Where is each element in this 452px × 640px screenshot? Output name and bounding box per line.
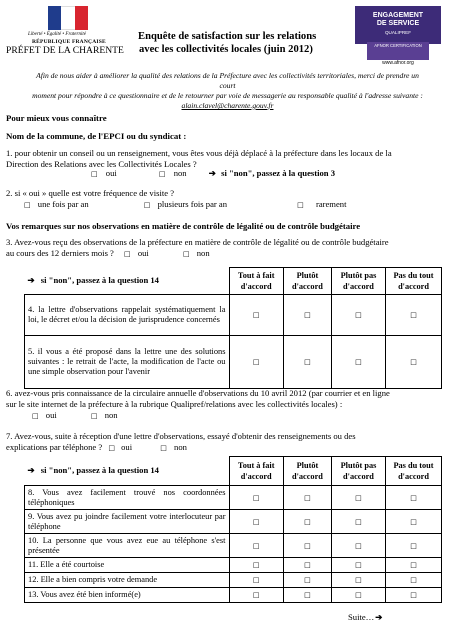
next-page-link[interactable]: Suite…➔ <box>348 612 383 622</box>
arrow-icon: ➔ <box>27 275 35 286</box>
question-1: 1. pour obtenir un conseil ou un renseignement, vous êtes vous déjà déplacé à la préfecture dans les locaux de la Direction des Relations avec les Collectivités Locales ? <box>6 148 392 169</box>
section-heading-know-you: Pour mieux vous connaître <box>6 113 107 123</box>
q9-checkbox-2[interactable]: □ <box>283 510 331 534</box>
q6-non-checkbox[interactable]: □ <box>90 412 98 420</box>
q9-checkbox-1[interactable]: □ <box>229 510 283 534</box>
question-2: 2. si « oui » quelle est votre fréquence de visite ? <box>6 188 175 198</box>
table-row <box>25 573 442 588</box>
q12-checkbox-4[interactable]: □ <box>386 573 442 588</box>
col-tout-a-fait: Tout à fait d'accord <box>229 268 283 295</box>
row-label: 4. la lettre d'observations rappelait systématiquement la loi, le décret et/ou la décision de jurisprudence concernés <box>25 295 230 336</box>
commune-name-question: Nom de la commune, de l'EPCI ou du syndicat : <box>6 131 187 141</box>
contact-email-link[interactable]: alain.clavel@charente.gouv.fr <box>181 101 274 110</box>
q13-checkbox-1[interactable]: □ <box>229 588 283 603</box>
col-plutot: Plutôt d'accord <box>283 268 331 295</box>
col-plutot-pas: Plutôt pas d'accord <box>331 268 385 295</box>
q13-checkbox-4[interactable]: □ <box>386 588 442 603</box>
q9-checkbox-3[interactable]: □ <box>331 510 385 534</box>
french-flag-icon <box>48 6 88 30</box>
table-row <box>25 510 442 534</box>
q3-oui-checkbox[interactable]: □ <box>124 250 131 258</box>
row-label: 13. Vous avez été bien informé(e) <box>25 588 230 603</box>
q8-checkbox-4[interactable]: □ <box>386 486 442 510</box>
q7-non-checkbox[interactable]: □ <box>160 444 167 452</box>
q2-several-checkbox[interactable]: □ <box>143 201 151 209</box>
q11-checkbox-3[interactable]: □ <box>331 558 385 573</box>
q13-checkbox-3[interactable]: □ <box>331 588 385 603</box>
arrow-icon: ➔ <box>375 612 383 622</box>
observations-table: ➔ si "non", passez à la question 14 Tout à fait d'accord Plutôt d'accord Plutôt pas d'accord Pas du tout d'accord 4. la lettre d'observations rappelait systématiquement la loi, le décret et/ou la décision de jurisprudence concernés □ □ □ □ 5. il vous a été proposé dans la lettre une des solutions suivantes : le retrait de l'acte, la modification de l'acte ou une simple observation pour l'avenir □ □ □ □ <box>24 267 442 389</box>
table-row <box>25 295 442 336</box>
arrow-icon: ➔ <box>27 465 35 476</box>
row-label: 11. Elle a été courtoise <box>25 558 230 573</box>
q10-checkbox-2[interactable]: □ <box>283 534 331 558</box>
section-heading-remarks: Vos remarques sur nos observations en matière de contrôle de légalité ou de contrôle budgétaire <box>6 221 361 231</box>
table-row <box>25 588 442 603</box>
q5-checkbox-4[interactable]: □ <box>386 336 442 389</box>
q5-checkbox-2[interactable]: □ <box>283 336 331 389</box>
q2-options: □ une fois par an □ plusieurs fois par an □ rarement <box>24 199 347 209</box>
q2-rarely-checkbox[interactable]: □ <box>297 201 304 209</box>
question-6: 6. avez-vous pris connaissance de la circulaire annuelle d'observations du 10 avril 2012 (par courrier et en ligne sur le site internet de la préfecture à la rubrique Qualipref/relations avec les collectivités locales) : □ oui □ non <box>6 388 390 420</box>
q4-checkbox-3[interactable]: □ <box>331 295 385 336</box>
q8-checkbox-1[interactable]: □ <box>229 486 283 510</box>
q5-checkbox-3[interactable]: □ <box>331 336 385 389</box>
question-3: 3. Avez-vous reçu des observations de la préfecture en matière de contrôle de légalité ou de contrôle budgétaire au cours des 12 derniers mois ? □ oui □ non <box>6 237 389 258</box>
row-label: 8. Vous avez facilement trouvé nos coordonnées téléphoniques <box>25 486 230 510</box>
intro-text: Afin de nous aider à améliorer la qualité des relations de la Préfecture avec les collectivités territoriales, merci de prendre un court moment pour répondre à ce questionnaire et de le retourner par voie de messagerie au responsable qualité à l'adresse suivante : alain.clavel@charente.gouv.fr <box>30 71 425 111</box>
arrow-icon: ➔ <box>208 168 216 178</box>
prefet-label: PRÉFET DE LA CHARENTE <box>6 45 124 56</box>
q3-non-checkbox[interactable]: □ <box>182 250 190 258</box>
qualipref-badge: ENGAGEMENT DE SERVICE QUALIPREF AFNOR CERTIFICATION www.afnor.org <box>355 6 441 68</box>
q1-non-checkbox[interactable]: □ <box>158 170 166 178</box>
telephone-table: ➔ si "non", passez à la question 14 Tout à fait d'accord Plutôt d'accord Plutôt pas d'accord Pas du tout d'accord 8. Vous avez facilement trouvé nos coordonnées téléphoniques □ □ □ □ 9. Vous avez pu joindre facilement votre interlocuteur par téléphone □ □ □ □ 10. La personne que vous avez eue au téléphone s'est présentée □ □ □ □ 11. Elle a été courtoise □ □ □ □ 12. Elle a bien compris votre demande □ □ □ □ 13. Vous avez été bien informé(e) □ □ □ □ <box>24 456 442 603</box>
col-plutot-pas: Plutôt pas d'accord <box>331 457 385 486</box>
q12-checkbox-2[interactable]: □ <box>283 573 331 588</box>
q12-checkbox-3[interactable]: □ <box>331 573 385 588</box>
q4-checkbox-4[interactable]: □ <box>386 295 442 336</box>
republic-motto: Liberté • Égalité • Fraternité <box>28 32 86 37</box>
row-label: 5. il vous a été proposé dans la lettre une des solutions suivantes : le retrait de l'acte, la modification de l'acte ou une simple observation pour l'avenir <box>25 336 230 389</box>
q6-oui-checkbox[interactable]: □ <box>32 412 39 420</box>
q11-checkbox-2[interactable]: □ <box>283 558 331 573</box>
question-7: 7. Avez-vous, suite à réception d'une lettre d'observations, essayé d'obtenir des renseignements ou des explications par téléphone ? □ oui □ non <box>6 431 356 452</box>
row-label: 10. La personne que vous avez eue au téléphone s'est présentée <box>25 534 230 558</box>
q10-checkbox-3[interactable]: □ <box>331 534 385 558</box>
q9-checkbox-4[interactable]: □ <box>386 510 442 534</box>
row-label: 9. Vous avez pu joindre facilement votre interlocuteur par téléphone <box>25 510 230 534</box>
table-row <box>25 558 442 573</box>
q8-checkbox-2[interactable]: □ <box>283 486 331 510</box>
q4-checkbox-1[interactable]: □ <box>229 295 283 336</box>
republic-name: RÉPUBLIQUE FRANÇAISE <box>32 39 106 45</box>
row-label: 12. Elle a bien compris votre demande <box>25 573 230 588</box>
q11-checkbox-4[interactable]: □ <box>386 558 442 573</box>
col-pas-du-tout: Pas du tout d'accord <box>386 268 442 295</box>
q10-checkbox-1[interactable]: □ <box>229 534 283 558</box>
q2-once-checkbox[interactable]: □ <box>24 201 31 209</box>
col-pas-du-tout: Pas du tout d'accord <box>386 457 442 486</box>
col-plutot: Plutôt d'accord <box>283 457 331 486</box>
col-tout-a-fait: Tout à fait d'accord <box>229 457 283 486</box>
q8-checkbox-3[interactable]: □ <box>331 486 385 510</box>
q4-checkbox-2[interactable]: □ <box>283 295 331 336</box>
document-title: Enquête de satisfaction sur les relations avec les collectivités locales (juin 2012) <box>138 31 317 55</box>
q11-checkbox-1[interactable]: □ <box>229 558 283 573</box>
q5-checkbox-1[interactable]: □ <box>229 336 283 389</box>
q1-options: □ oui □ non ➔ si "non", passez à la question 3 <box>91 168 335 178</box>
table-row <box>25 336 442 389</box>
table-row <box>25 486 442 510</box>
q13-checkbox-2[interactable]: □ <box>283 588 331 603</box>
q7-oui-checkbox[interactable]: □ <box>108 444 115 452</box>
q10-checkbox-4[interactable]: □ <box>386 534 442 558</box>
q1-oui-checkbox[interactable]: □ <box>91 170 98 178</box>
table-row <box>25 534 442 558</box>
q12-checkbox-1[interactable]: □ <box>229 573 283 588</box>
